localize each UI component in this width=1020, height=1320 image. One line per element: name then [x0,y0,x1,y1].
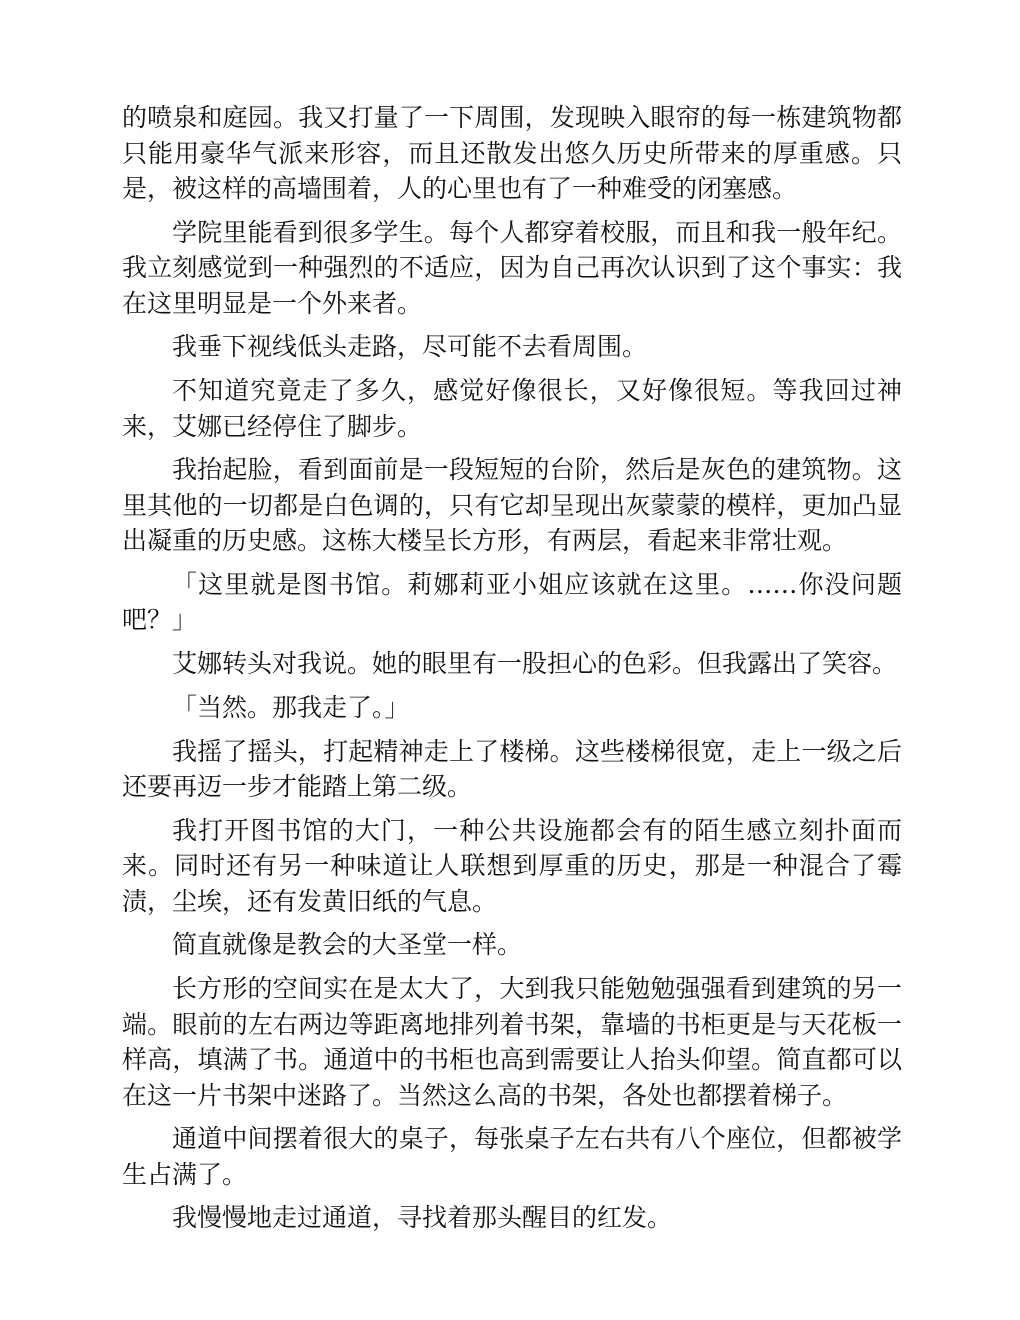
paragraph: 长方形的空间实在是太大了，大到我只能勉勉强强看到建筑的另一端。眼前的左右两边等距离地排列着书架，靠墙的书柜更是与天花板一样高，填满了书。通道中的书柜也高到需要让人抬头仰望。简直都可以在这一片书架中迷路了。当然这么高的书架，各处也都摆着梯子。 [122,974,902,1110]
paragraph: 我抬起脸，看到面前是一段短短的台阶，然后是灰色的建筑物。这里其他的一切都是白色调的，只有它却呈现出灰蒙蒙的模样，更加凸显出凝重的历史感。这栋大楼呈长方形，有两层，看起来非常壮观。 [122,455,902,556]
paragraph: 学院里能看到很多学生。每个人都穿着校服，而且和我一般年纪。我立刻感觉到一种强烈的不适应，因为自己再次认识到了这个事实：我在这里明显是一个外来者。 [122,217,902,318]
paragraph: 通道中间摆着很大的桌子，每张桌子左右共有八个座位，但都被学生占满了。 [122,1124,902,1189]
paragraph: 我摇了摇头，打起精神走上了楼梯。这些楼梯很宽，走上一级之后还要再迈一步才能踏上第二级。 [122,736,902,801]
paragraph: 简直就像是教会的大圣堂一样。 [172,930,523,960]
page-body [122,100,902,1244]
paragraph: 艾娜转头对我说。她的眼里有一股担心的色彩。但我露出了笑容。 [172,649,898,679]
paragraph: 我打开图书馆的大门，一种公共设施都会有的陌生感立刻扑面而来。同时还有另一种味道让人联想到厚重的历史，那是一种混合了霉渍，尘埃，还有发黄旧纸的气息。 [122,815,902,916]
paragraph: 不知道究竟走了多久，感觉好像很长，又好像很短。等我回过神来，艾娜已经停住了脚步。 [122,376,902,441]
paragraph: 的喷泉和庭园。我又打量了一下周围，发现映入眼帘的每一栋建筑物都只能用豪华气派来形容，而且还散发出悠久历史所带来的厚重感。只是，被这样的高墙围着，人的心里也有了一种难受的闭塞感。 [122,103,902,203]
paragraph: 「当然。那我走了。」 [172,692,410,722]
paragraph: 「这里就是图书馆。莉娜莉亚小姐应该就在这里。……你没问题吧？」 [122,569,902,635]
paragraph: 我慢慢地走过通道，寻找着那头醒目的红发。 [172,1203,673,1233]
paragraph: 我垂下视线低头走路，尽可能不去看周围。 [172,332,648,362]
